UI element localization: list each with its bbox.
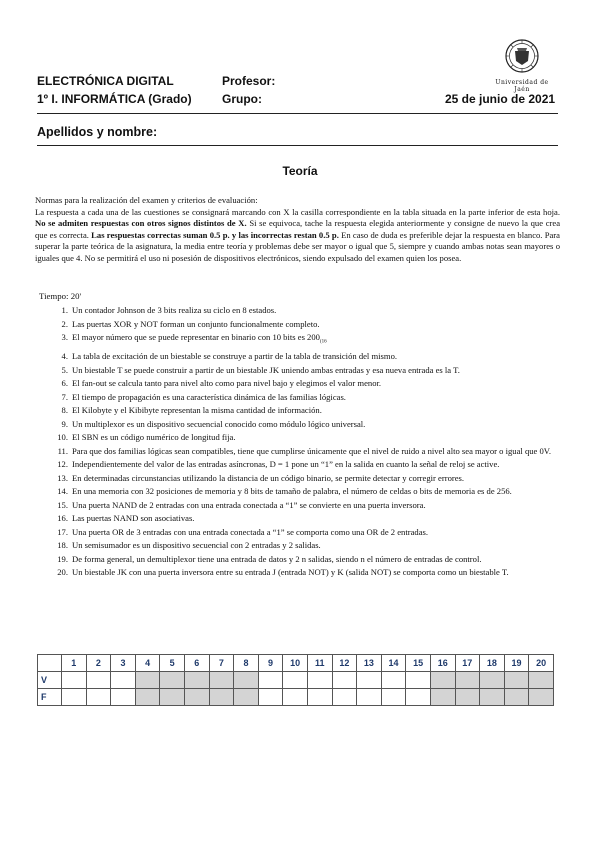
answer-cell[interactable] [160,689,185,706]
answer-cell[interactable] [381,672,406,689]
answer-cell[interactable] [504,672,529,689]
question-number: 10. [57,432,68,443]
question-number: 14. [57,486,68,497]
question-text [72,458,558,471]
answer-cell[interactable] [184,672,209,689]
answer-cell[interactable] [480,672,505,689]
question-text [72,391,558,404]
rule-bold: No se admiten respuestas con otros signos distintos de X. [35,218,247,229]
answer-cell[interactable] [332,689,357,706]
question-text [72,512,558,525]
question-text [72,318,558,331]
question-statement: Un multiplexor es un dispositivo secuencial conocido como módulo lógico universal. [72,418,366,429]
rules-heading: Normas para la realización del examen y criterios de evaluación: [35,195,258,205]
question-column-header: 4 [135,655,160,672]
header-divider [37,113,558,114]
university-seal-icon [505,39,539,73]
question-column-header: 7 [209,655,234,672]
answer-cell[interactable] [455,689,480,706]
question-statement: El fan-out se calcula tanto para nivel alto como para nivel bajo y elegimos el valor menor. [72,378,382,389]
answer-cell[interactable] [283,689,308,706]
university-logo [492,39,552,93]
question-item [50,331,558,349]
question-column-header: 10 [283,655,308,672]
answer-cell[interactable] [209,689,234,706]
answer-row-label: V [38,672,62,689]
answer-cell[interactable] [357,672,382,689]
question-column-header: 3 [111,655,136,672]
question-number: 12. [57,459,68,470]
question-number: 13. [57,472,68,483]
rules-body [35,207,560,265]
question-text [72,404,558,417]
question-list [50,304,558,580]
question-column-header: 18 [480,655,505,672]
name-underline [37,145,558,146]
rule-bold: Las respuestas correctas suman 0.5 p. y las incorrectas restan 0.5 p. [91,229,339,240]
question-column-header: 13 [357,655,382,672]
university-name: Universidad de Jaén [495,79,549,93]
time-limit: Tiempo: 20' [39,291,82,301]
question-statement: Un biestable JK con una puerta inversora entre su entrada J (entrada NOT) y K (salida NOT) se comporta como un biestable T. [72,567,509,578]
question-item [50,364,558,377]
answer-header-row [38,655,554,672]
answer-cell[interactable] [504,689,529,706]
question-statement: El mayor número que se puede representar en binario con 10 bits es 200 [72,332,320,342]
answer-cell[interactable] [62,689,87,706]
question-column-header: 19 [504,655,529,672]
question-text [72,445,558,458]
question-number: 16. [57,513,68,524]
question-item [50,445,558,458]
question-text [72,431,558,444]
answer-cell[interactable] [332,672,357,689]
question-text [72,331,558,349]
answer-cell[interactable] [86,689,111,706]
name-label: Apellidos y nombre: [37,125,158,139]
answer-cell[interactable] [111,672,136,689]
question-text [72,485,558,498]
question-column-header: 9 [258,655,283,672]
question-number: 11. [57,445,68,456]
question-text [72,364,558,377]
question-column-header: 14 [381,655,406,672]
question-statement: La tabla de excitación de un biestable se construye a partir de la tabla de transición del mismo. [72,351,398,362]
question-statement: Para que dos familias lógicas sean compatibles, tiene que cumplirse únicamente que el nivel de ruido a nivel alto sea mayor o igual que 0V. [72,445,552,456]
answer-cell[interactable] [307,672,332,689]
corner-cell [38,655,62,672]
question-item [50,304,558,317]
question-number: 19. [57,553,68,564]
question-item [50,377,558,390]
subject-title: ELECTRÓNICA DIGITAL [37,74,174,88]
question-item [50,391,558,404]
question-text [72,553,558,566]
answer-cell[interactable] [111,689,136,706]
answer-row [38,672,554,689]
course-title: 1º I. INFORMÁTICA (Grado) [37,92,192,106]
question-statement: Una puerta NAND de 2 entradas con una entrada conectada a “1” se convierte en una puerta inversora. [72,499,426,510]
question-column-header: 11 [307,655,332,672]
question-text [72,499,558,512]
answer-cell[interactable] [455,672,480,689]
group-label: Grupo: [222,92,262,106]
answer-cell[interactable] [258,672,283,689]
answer-cell[interactable] [160,672,185,689]
question-number: 4. [61,351,68,362]
question-statement: Un semisumador es un dispositivo secuencial con 2 entradas y 2 salidas. [72,540,321,551]
question-column-header: 16 [430,655,455,672]
question-column-header: 17 [455,655,480,672]
answer-cell[interactable] [406,689,431,706]
exam-rules [35,195,560,265]
answer-cell[interactable] [135,672,160,689]
question-number: 15. [57,499,68,510]
question-item [50,512,558,525]
answer-cell[interactable] [135,689,160,706]
question-number: 2. [61,318,68,329]
question-number: 17. [57,526,68,537]
question-text [72,350,558,363]
question-number: 5. [61,364,68,375]
answer-cell[interactable] [430,672,455,689]
answer-cell[interactable] [234,689,259,706]
question-column-header: 20 [529,655,554,672]
answer-cell[interactable] [529,672,554,689]
question-number: 1. [61,305,68,315]
question-column-header: 15 [406,655,431,672]
answer-cell[interactable] [283,672,308,689]
question-number: 6. [61,378,68,389]
question-item [50,553,558,566]
question-text [72,472,558,485]
answer-cell[interactable] [184,689,209,706]
question-number: 7. [61,391,68,402]
answer-row [38,689,554,706]
question-statement: Independientemente del valor de las entradas asíncronas, D = 1 pone un “1” en la salida en cuanto la señal de reloj se active. [72,459,500,470]
question-item [50,499,558,512]
answer-cell[interactable] [234,672,259,689]
question-number: 3. [61,332,68,342]
question-number: 18. [57,540,68,551]
question-column-header: 12 [332,655,357,672]
question-item [50,526,558,539]
question-item [50,418,558,431]
question-item [50,539,558,552]
question-number: 8. [61,405,68,416]
question-item [50,566,558,579]
answer-cell[interactable] [258,689,283,706]
rule-text: La respuesta a cada una de las cuestiones se consignará marcando con X la casilla correspondiente en la tabla situada en la parte inferior de esta hoja. [35,206,560,217]
question-item [50,350,558,363]
question-statement: De forma general, un demultiplexor tiene una entrada de datos y 2 n salidas, siendo n el número de entradas de control. [72,553,482,564]
rule-text: En caso de duda es preferible dejar la respuesta en blanco. Para superar la parte teórica de la asignatura, la media entre teoría y problemas debe ser mayor o igual que 5, siempre y cuando ambas notas sean mayores o iguales que 4. No se permitirá el uso ni posesión de dispositivos electrónicos, siendo expulsado del examen quien los posea. [35,229,560,263]
answer-cell[interactable] [86,672,111,689]
question-statement: Una puerta OR de 3 entradas con una entrada conectada a “1” se comporta como una OR de 2 entradas. [72,526,429,537]
question-column-header: 1 [62,655,87,672]
question-item [50,458,558,471]
question-statement: Las puertas XOR y NOT forman un conjunto funcionalmente completo. [72,318,320,329]
question-column-header: 2 [86,655,111,672]
question-number: 20. [57,567,68,578]
answer-cell[interactable] [307,689,332,706]
answer-cell[interactable] [209,672,234,689]
question-statement: El tiempo de propagación es una característica dinámica de las familias lógicas. [72,391,346,402]
question-text [72,377,558,390]
answer-row-label: F [38,689,62,706]
question-statement: Las puertas NAND son asociativas. [72,513,195,524]
answer-cell[interactable] [480,689,505,706]
question-column-header: 5 [160,655,185,672]
answer-table [37,654,554,706]
question-text [72,539,558,552]
number-base-subscript: (16 [319,339,327,345]
question-text [72,566,558,579]
question-text [72,304,558,317]
question-text [72,418,558,431]
question-item [50,318,558,331]
question-number: 9. [61,418,68,429]
rule-text: Si se equivoca, tache la respuesta elegida anteriormente y consigne de nuevo la que crea que es correcta. [35,218,561,240]
answer-cell[interactable] [529,689,554,706]
question-item [50,485,558,498]
question-statement: El SBN es un código numérico de longitud fija. [72,432,236,443]
question-statement: Un contador Johnson de 3 bits realiza su ciclo en 8 estados. [72,305,277,315]
answer-cell[interactable] [381,689,406,706]
question-statement: En una memoria con 32 posiciones de memoria y 8 bits de tamaño de palabra, el número de celdas o bits de memoria es de 256. [72,486,512,497]
answer-cell[interactable] [406,672,431,689]
question-statement: Un biestable T se puede construir a partir de un biestable JK uniendo ambas entradas y esa nueva entrada es la T. [72,364,460,375]
question-column-header: 8 [234,655,259,672]
professor-label: Profesor: [222,74,276,88]
question-statement: En determinadas circunstancias utilizando la distancia de un código binario, se permite detectar y corregir errores. [72,472,465,483]
section-title: Teoría [282,164,318,178]
exam-date: 25 de junio de 2021 [445,92,556,106]
question-item [50,431,558,444]
question-item [50,472,558,485]
question-column-header: 6 [184,655,209,672]
question-text [72,526,558,539]
answer-cell[interactable] [430,689,455,706]
question-statement: El Kilobyte y el Kibibyte representan la misma cantidad de información. [72,405,322,416]
answer-cell[interactable] [357,689,382,706]
question-item [50,404,558,417]
answer-cell[interactable] [62,672,87,689]
